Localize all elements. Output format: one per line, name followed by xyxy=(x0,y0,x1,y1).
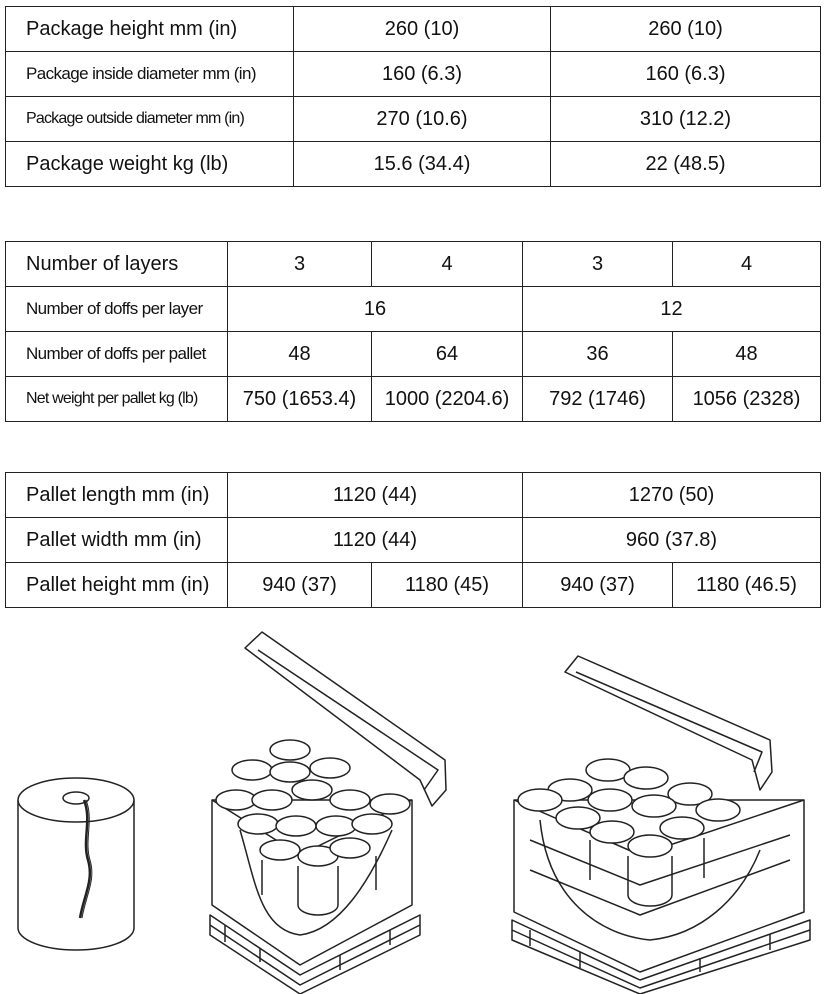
table-cell: 940 (37) xyxy=(523,563,673,608)
table-cell: 48 xyxy=(673,332,821,377)
table-cell: 15.6 (34.4) xyxy=(294,142,551,187)
layers-table xyxy=(5,241,821,422)
table-cell: 64 xyxy=(372,332,523,377)
row-label: Number of layers xyxy=(6,242,228,287)
table-cell: 750 (1653.4) xyxy=(228,377,372,422)
table-cell: 1120 (44) xyxy=(228,473,523,518)
row-label: Pallet height mm (in) xyxy=(6,563,228,608)
table-row xyxy=(6,473,821,518)
table-row xyxy=(6,97,821,142)
spool-grid xyxy=(216,740,410,866)
table-cell: 160 (6.3) xyxy=(551,52,821,97)
row-label: Package height mm (in) xyxy=(6,7,294,52)
table-cell: 160 (6.3) xyxy=(294,52,551,97)
row-label: Net weight per pallet kg (lb) xyxy=(6,377,228,422)
row-label: Pallet width mm (in) xyxy=(6,518,228,563)
pallet-table xyxy=(5,472,821,608)
table-cell: 260 (10) xyxy=(294,7,551,52)
table-cell: 1056 (2328) xyxy=(673,377,821,422)
table-cell: 940 (37) xyxy=(228,563,372,608)
table-cell: 48 xyxy=(228,332,372,377)
row-label: Number of doffs per layer xyxy=(6,287,228,332)
table-cell: 1180 (46.5) xyxy=(673,563,821,608)
table-cell: 3 xyxy=(523,242,673,287)
table-row xyxy=(6,332,821,377)
table-cell: 270 (10.6) xyxy=(294,97,551,142)
table-cell: 260 (10) xyxy=(551,7,821,52)
table-cell: 310 (12.2) xyxy=(551,97,821,142)
pallet-square-illustration xyxy=(210,632,446,994)
package-illustration xyxy=(18,778,134,950)
table-cell: 4 xyxy=(673,242,821,287)
pallet-rect-illustration xyxy=(512,656,810,994)
table-cell: 1120 (44) xyxy=(228,518,523,563)
table-row xyxy=(6,563,821,608)
row-label: Package weight kg (lb) xyxy=(6,142,294,187)
table-cell: 12 xyxy=(523,287,821,332)
package-table xyxy=(5,6,821,187)
table-row xyxy=(6,7,821,52)
table-cell: 16 xyxy=(228,287,523,332)
spool-grid xyxy=(518,759,740,857)
table-row xyxy=(6,287,821,332)
table-row xyxy=(6,142,821,187)
table-cell: 1270 (50) xyxy=(523,473,821,518)
table-row xyxy=(6,377,821,422)
table-cell: 36 xyxy=(523,332,673,377)
table-cell: 3 xyxy=(228,242,372,287)
row-label: Package inside diameter mm (in) xyxy=(6,52,294,97)
table-row xyxy=(6,518,821,563)
table-cell: 960 (37.8) xyxy=(523,518,821,563)
table-cell: 22 (48.5) xyxy=(551,142,821,187)
table-row xyxy=(6,242,821,287)
table-cell: 1180 (45) xyxy=(372,563,523,608)
table-cell: 792 (1746) xyxy=(523,377,673,422)
row-label: Number of doffs per pallet xyxy=(6,332,228,377)
table-cell: 1000 (2204.6) xyxy=(372,377,523,422)
row-label: Package outside diameter mm (in) xyxy=(6,97,294,142)
table-cell: 4 xyxy=(372,242,523,287)
row-label: Pallet length mm (in) xyxy=(6,473,228,518)
table-row xyxy=(6,52,821,97)
